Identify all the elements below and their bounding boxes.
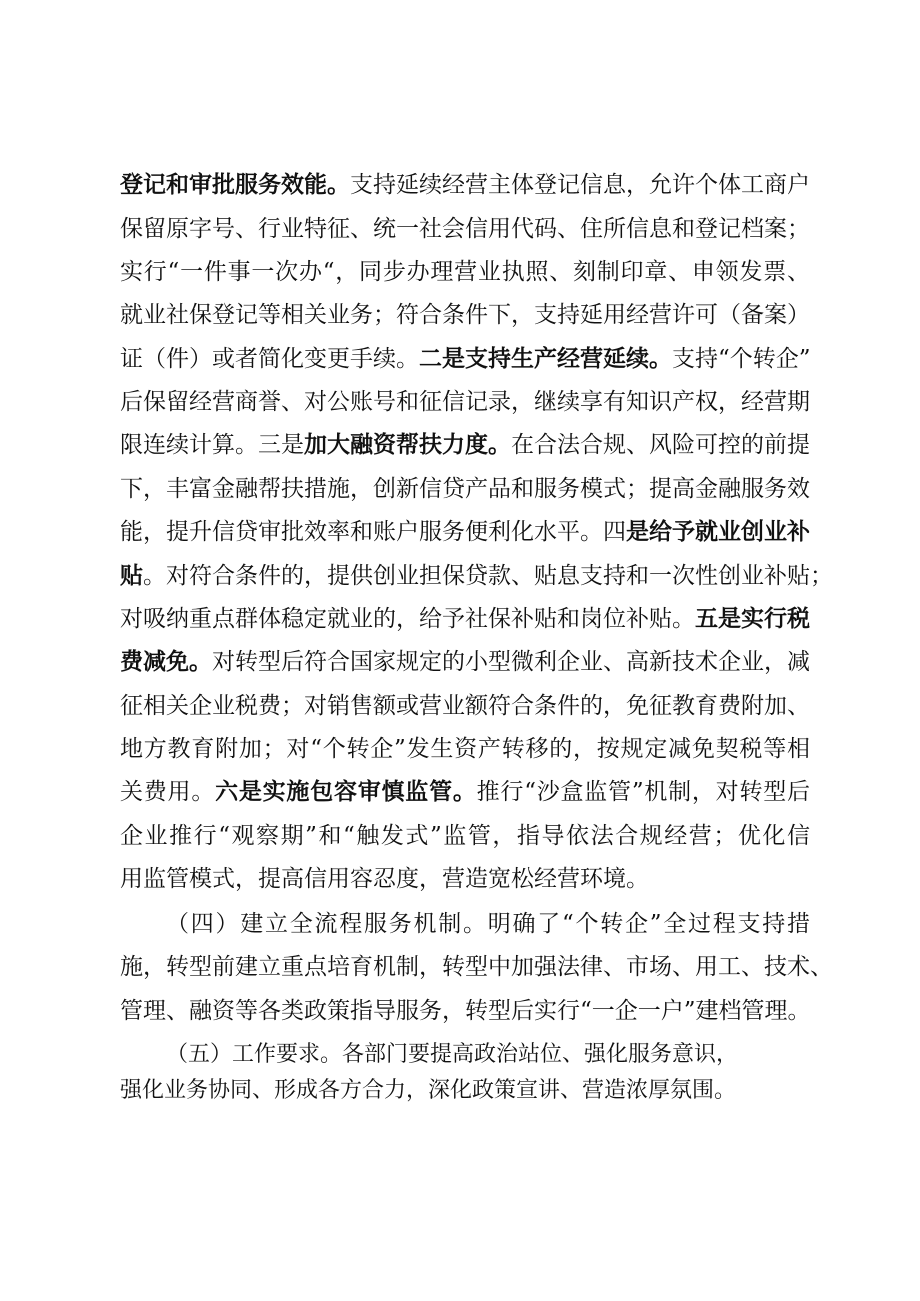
text-line-14 (120, 734, 810, 764)
text-line-2 (120, 214, 810, 244)
text-segment: 能，提升信贷审批效率和账户服务便利化水平。四 (120, 519, 626, 545)
bold-phrase: 二是支持生产经营延续。 (419, 346, 672, 372)
text-segment: 。对符合条件的，提供创业担保贷款、贴息支持和一次性创业补贴； (143, 563, 833, 589)
bold-phrase: 六是实施包容审慎监管。 (215, 779, 477, 805)
text-segment: 征相关企业税费；对销售额或营业额符合条件的，免征教育费附加、 (120, 693, 810, 719)
text-segment: 在合法合规、风险可控的前提 (511, 432, 810, 458)
bold-phrase: 费减免。 (120, 649, 212, 675)
text-line-6 (120, 387, 810, 417)
bold-phrase: 加大融资帮扶力度。 (304, 432, 511, 458)
text-line-10 (120, 561, 833, 591)
text-segment: 企业推行“观察期”和“触发式”监管，指导依法合规经营；优化信 (120, 823, 810, 849)
text-line-4 (120, 300, 810, 330)
text-line-5 (120, 344, 810, 374)
text-segment: 推行“沙盒监管”机制，对转型后 (476, 779, 811, 805)
text-line-16 (120, 821, 810, 851)
text-segment: 对转型后符合国家规定的小型微利企业、高新技术企业，减 (212, 649, 810, 675)
text-line-8 (120, 474, 810, 504)
text-line-11 (120, 604, 810, 634)
text-segment: 下，丰富金融帮扶措施，创新信贷产品和服务模式；提高金融服务效 (120, 476, 810, 502)
text-segment: 后保留经营商誉、对公账号和征信记录，继续享有知识产权，经营期 (120, 389, 810, 415)
text-line-12 (120, 647, 810, 677)
text-segment: 施，转型前建立重点培育机制，转型中加强法律、市场、用工、技术、 (120, 954, 833, 980)
text-line-19 (120, 952, 833, 982)
text-line-3 (120, 257, 810, 287)
text-segment: 地方教育附加；对“个转企”发生资产转移的，按规定减免契税等相 (120, 736, 810, 762)
text-segment: 管理、融资等各类政策指导服务，转型后实行“一企一户”建档管理。 (120, 998, 811, 1024)
text-line-1 (120, 170, 810, 200)
text-line-13 (120, 691, 810, 721)
text-line-15 (120, 777, 810, 807)
text-line-17 (120, 864, 810, 894)
text-line-22 (120, 1076, 780, 1106)
text-segment: 强化业务协同、形成各方合力，深化政策宣讲、营造浓厚氛围。 (120, 1078, 737, 1103)
text-line-20 (120, 996, 810, 1026)
text-segment: 证（件）或者简化变更手续。 (120, 346, 419, 372)
bold-phrase: 登记和审批服务效能。 (120, 172, 350, 198)
text-segment: 实行“一件事一次办“，同步办理营业执照、刻制印章、申领发票、 (120, 259, 810, 285)
text-segment: （五）工作要求。各部门要提高政治站位、强化服务意识， (166, 1042, 739, 1067)
bold-phrase: 贴 (120, 563, 143, 589)
bold-phrase: 五是实行税 (695, 606, 810, 632)
bold-phrase: 是给予就业创业补 (626, 519, 810, 545)
text-segment: （四）建立全流程服务机制。明确了“个转企”全过程支持措 (166, 911, 810, 937)
text-segment: 关费用。 (120, 779, 216, 805)
text-line-9 (120, 517, 810, 547)
paragraph-5-heading-line (166, 1040, 786, 1070)
paragraph-4-heading-line (166, 909, 810, 939)
text-segment: 限连续计算。三是 (120, 432, 304, 458)
text-segment: 支持延续经营主体登记信息，允许个体工商户 (350, 172, 810, 198)
text-segment: 就业社保登记等相关业务；符合条件下，支持延用经营许可（备案） (120, 302, 810, 328)
text-segment: 对吸纳重点群体稳定就业的，给予社保补贴和岗位补贴。 (120, 606, 695, 632)
text-segment: 支持“个转企” (672, 346, 811, 372)
text-segment: 保留原字号、行业特征、统一社会信用代码、住所信息和登记档案； (120, 216, 810, 242)
text-segment: 用监管模式，提高信用容忍度，营造宽松经营环境。 (120, 866, 649, 892)
text-line-7 (120, 430, 810, 460)
